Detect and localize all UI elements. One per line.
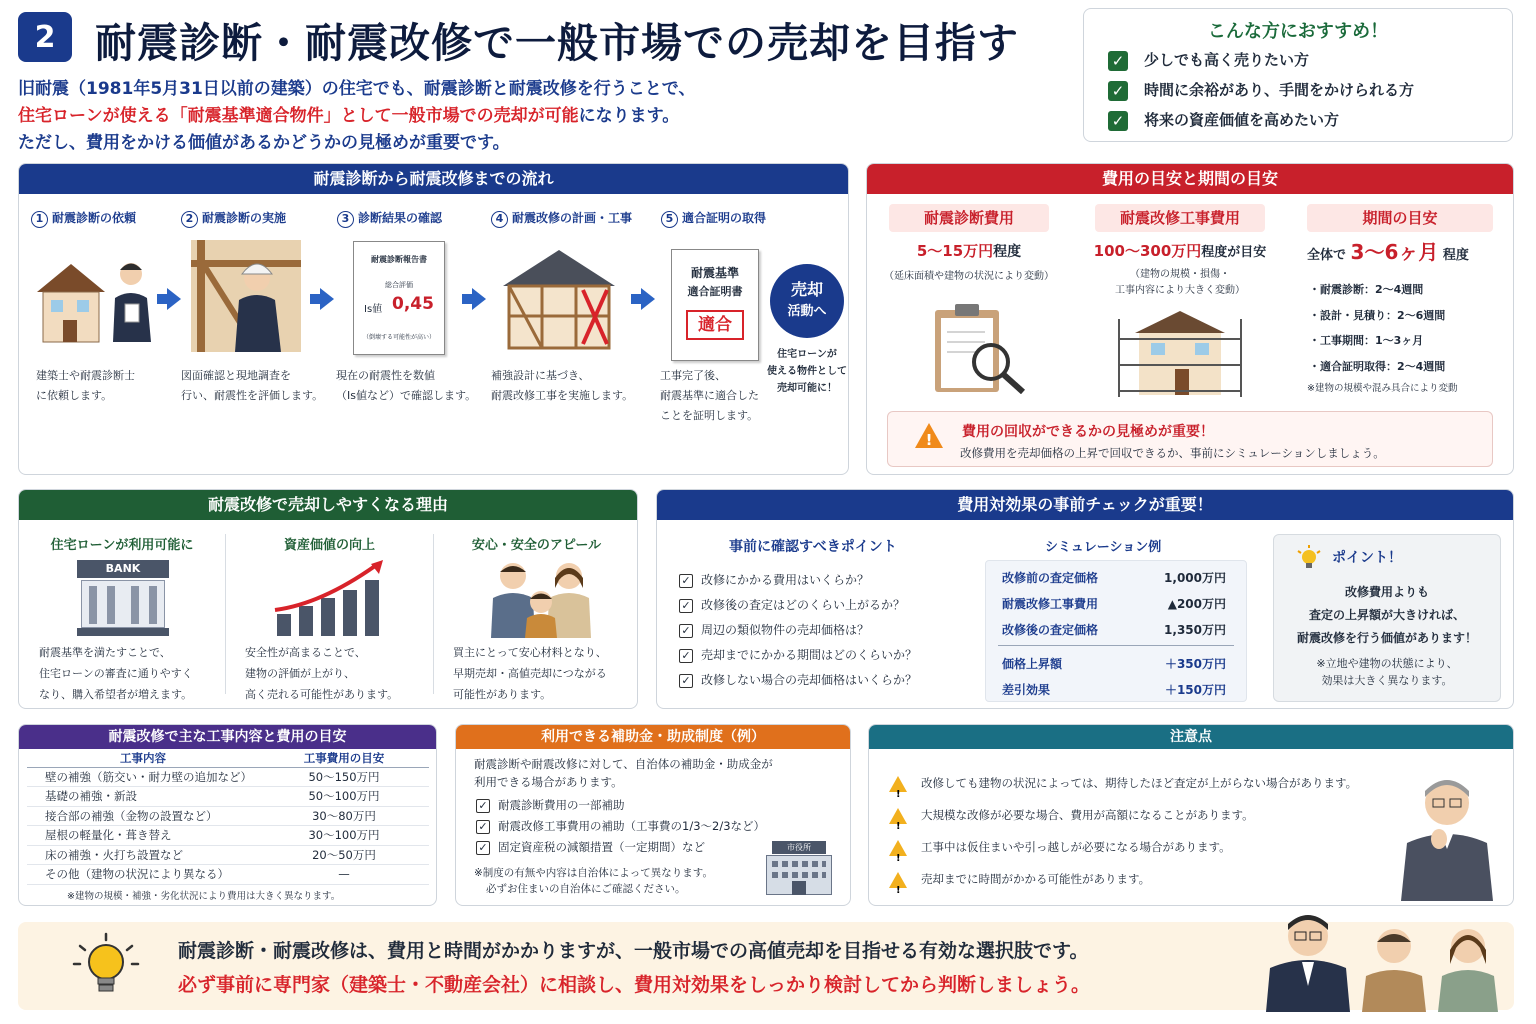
step-2-desc: 図面確認と現地調査を 行い、耐震性を評価します。: [181, 369, 324, 402]
sim-label: 差引効果: [1002, 683, 1051, 697]
certificate-line-2: 適合証明書: [687, 285, 743, 298]
intro-line-2-tail: になります。: [578, 106, 680, 126]
sim-label: 改修後の査定価格: [1002, 623, 1099, 637]
step-3-title: 3 診断結果の確認: [337, 209, 442, 228]
point-item: ✓ 改修しない場合の売却価格はいくらか？: [679, 668, 917, 693]
point-text: 改修費用よりも 査定の上昇額が大きければ、 耐震改修を行う価値があります！: [1296, 585, 1477, 645]
report-is-value: 0,45: [392, 294, 434, 314]
warning-text: 改修費用を売却価格の上昇で回収できるか、事前にシミュレーションしましょう。: [960, 446, 1385, 460]
sim-value: ＋350万円: [1164, 657, 1226, 671]
points-title: 事前に確認すべきポイント: [729, 539, 897, 555]
clipboard-magnifier-illustration: [931, 302, 1031, 394]
warning-icon: [889, 808, 907, 824]
step-1-title: 1 耐震診断の依頼: [31, 209, 136, 228]
caution-item: !改修しても建物の状況によっては、期待したほど査定が上がらない場合があります。: [889, 767, 1357, 799]
subsidy-item: ✓ 耐震改修工事費用の補助（工事費の1/3〜2/3など）: [476, 816, 765, 837]
flow-panel: [18, 163, 849, 475]
scaffold-house-illustration: [1115, 309, 1245, 397]
table-row: その他（建物の状況により異なる） —: [27, 865, 429, 885]
period-value: 全体で 3〜6ヶ月 程度: [1307, 240, 1469, 264]
reason-3-desc: 買主にとって安心材料となり、 早期売却・高値売却につながる 可能性があります。: [453, 646, 607, 701]
point-item: ✓ 改修にかかる費用はいくらか？: [679, 568, 917, 593]
house-and-agent-illustration: [29, 242, 159, 347]
diag-cost-label: 耐震診断費用: [889, 204, 1049, 232]
subsidy-item: ✓ 固定資産税の減額措置（一定期間）など: [476, 837, 765, 858]
period-items: ・耐震診断：2〜4週間 ・設計・見積り：2〜6週間 ・工事期間：1〜3ヶ月 ・適合証明取得：2〜4週間: [1309, 283, 1446, 373]
works-col-item: 工事内容: [27, 750, 259, 767]
cautions-panel-header: 注意点: [869, 725, 1513, 749]
reasons-panel-header: 耐震改修で売却しやすくなる理由: [19, 490, 637, 520]
work-cost-label: 耐震改修工事費用: [1095, 204, 1265, 232]
cost-panel: [866, 163, 1514, 475]
subsidy-note: ※制度の有無や内容は自治体によって異なります。 必ずお住まいの自治体にご確認ください。: [474, 867, 713, 895]
diag-cost-note: （延床面積や建物の状況により変動）: [884, 271, 1054, 282]
step-3-desc: 現在の耐震性を数値 （Is値など）で確認します。: [336, 369, 477, 402]
table-row: 接合部の補強（金物の設置など） 30〜80万円: [27, 806, 429, 826]
subsidy-list: [476, 795, 765, 858]
step-1-desc: 建築士や耐震診断士 に依頼します。: [36, 369, 135, 402]
warning-icon: [889, 776, 907, 792]
recommend-item: ✓ 時間に余裕があり、手間をかけられる方: [1108, 79, 1414, 101]
warning-box: [887, 411, 1493, 467]
work-cost-value: 100〜300万円程度が目安: [1093, 242, 1267, 260]
cautions-list: [889, 767, 1357, 895]
work-cost-note: （建物の規模・損傷・ 工事内容により大きく変動）: [1115, 269, 1245, 296]
intro-highlight: 住宅ローンが使える「耐震基準適合物件」として一般市場での売却が可能: [18, 106, 579, 126]
arrow-right-icon: [641, 288, 655, 310]
lightbulb-icon: [1296, 545, 1322, 571]
period-note: ※建物の規模や混み具合により変動: [1307, 383, 1458, 394]
subsidy-intro: 耐震診断や耐震改修に対して、自治体の補助金・助成金が 利用できる場合があります。: [474, 757, 773, 789]
cost-panel-header: 費用の目安と期間の目安: [867, 164, 1513, 194]
family-illustration: [485, 558, 595, 638]
reason-2-desc: 安全性が高まることで、 建物の評価が上がり、 高く売れる可能性があります。: [245, 646, 399, 701]
cost-effect-panel: [656, 489, 1514, 709]
lightbulb-icon: [68, 930, 144, 1006]
diagnosis-report: [353, 241, 445, 355]
step-4-desc: 補強設計に基づき、 耐震改修工事を実施します。: [491, 369, 634, 402]
reason-3-title: 安心・安全のアピール: [471, 538, 602, 553]
point-note: ※立地や建物の状態により、 効果は大きく異なります。: [1316, 657, 1458, 687]
arrow-right-icon: [167, 288, 181, 310]
page-title: 耐震診断・耐震改修で一般市場での売却を目指す: [95, 19, 1019, 67]
report-title: 耐震診断報告書: [371, 255, 427, 264]
sim-table: [985, 560, 1247, 702]
table-row: 床の補強・火打ち設置など 20〜50万円: [27, 845, 429, 865]
works-col-cost: 工事費用の目安: [259, 750, 429, 767]
thinking-man-illustration: [1397, 769, 1497, 901]
sim-label: 改修前の査定価格: [1002, 571, 1099, 585]
step-2-title: 2 耐震診断の実施: [181, 209, 286, 228]
step-4-title: 4 耐震改修の計画・工事: [491, 209, 632, 228]
cost-effect-panel-header: 費用対効果の事前チェックが重要！: [657, 490, 1513, 520]
svg-text:!: !: [925, 431, 933, 449]
certificate-line-1: 耐震基準: [690, 266, 739, 280]
point-item: ✓ 改修後の査定はどのくらい上がるか？: [679, 593, 917, 618]
compliance-certificate: [671, 249, 759, 361]
works-panel: [18, 724, 437, 906]
advisors-illustration: [1262, 908, 1514, 1012]
city-hall-icon: 市役所: [764, 841, 834, 897]
bank-icon: BANK: [77, 560, 169, 636]
arrow-right-icon: [472, 288, 486, 310]
warning-icon: [889, 872, 907, 888]
works-panel-header: 耐震改修で主な工事内容と費用の目安: [19, 725, 436, 749]
point-box: [1273, 534, 1501, 702]
intro-line-3: ただし、費用をかける価値があるかどうかの見極めが重要です。: [18, 133, 510, 153]
sale-note: 住宅ローンが 使える物件として 売却可能に！: [767, 349, 847, 394]
report-note: （倒壊する可能性が高い）: [362, 334, 435, 341]
certificate-stamp: 適合: [686, 310, 744, 340]
step-5-desc: 工事完了後、 耐震基準に適合した ことを証明します。: [660, 369, 759, 422]
subsidy-panel-header: 利用できる補助金・助成制度（例）: [456, 725, 850, 749]
check-icon: ✓: [1108, 111, 1128, 131]
warning-icon: [889, 840, 907, 856]
sale-activity-circle: 売却 活動へ: [770, 264, 844, 338]
warning-icon: [914, 422, 944, 449]
table-row: 基礎の補強・新設 50〜100万円: [27, 787, 429, 807]
subsidy-item: ✓ 耐震診断費用の一部補助: [476, 795, 765, 816]
point-title: ポイント！: [1332, 550, 1402, 566]
report-subtitle: 総合評価: [385, 281, 413, 289]
check-icon: ✓: [1108, 51, 1128, 71]
subsidy-panel: [455, 724, 851, 906]
points-list: [679, 568, 917, 693]
intro-line-1: 旧耐震（1981年5月31日以前の建築）の住宅でも、耐震診断と耐震改修を行うことで、: [18, 79, 696, 99]
intro-line-2: [18, 101, 679, 126]
report-is-label: Is値: [364, 304, 383, 315]
flow-panel-header: 耐震診断から耐震改修までの流れ: [19, 164, 848, 194]
house-frame-illustration: [497, 246, 621, 350]
check-icon: ✓: [1108, 81, 1128, 101]
reason-1-desc: 耐震基準を満たすことで、 住宅ローンの審査に通りやすく なり、購入希望者が増えます。: [39, 646, 193, 701]
arrow-right-icon: [320, 288, 334, 310]
footer-line-2: 必ず事前に専門家（建築士・不動産会社）に相談し、費用対効果をしっかり検討してから判断しましょう。: [178, 974, 1091, 996]
reason-2-title: 資産価値の向上: [283, 538, 375, 553]
reasons-panel: [18, 489, 638, 709]
caution-item: !大規模な改修が必要な場合、費用が高額になることがあります。: [889, 799, 1357, 831]
sim-label: 耐震改修工事費用: [1002, 597, 1099, 611]
growth-chart-icon: [271, 558, 387, 638]
point-item: ✓ 周辺の類似物件の売却価格は？: [679, 618, 917, 643]
caution-item: !売却までに時間がかかる可能性があります。: [889, 863, 1357, 895]
sim-title: シミュレーション例: [1045, 540, 1162, 555]
inspector-illustration: [191, 240, 301, 352]
sim-label: 価格上昇額: [1002, 657, 1063, 671]
sim-value: ▲200万円: [1167, 597, 1226, 611]
reason-1-title: 住宅ローンが利用可能に: [50, 538, 194, 553]
works-note: ※建物の規模・補強・劣化状況により費用は大きく異なります。: [67, 891, 341, 902]
recommend-box: [1083, 8, 1513, 142]
period-label: 期間の目安: [1307, 204, 1493, 232]
caution-item: !工事中は仮住まいや引っ越しが必要になる場合があります。: [889, 831, 1357, 863]
recommend-item: ✓ 少しでも高く売りたい方: [1108, 49, 1309, 71]
sim-value: ＋150万円: [1164, 683, 1226, 697]
recommend-item: ✓ 将来の資産価値を高めたい方: [1108, 109, 1339, 131]
warning-title: 費用の回収ができるかの見極めが重要！: [962, 424, 1214, 440]
table-row: 屋根の軽量化・葺き替え 30〜100万円: [27, 826, 429, 846]
sim-value: 1,350万円: [1164, 623, 1226, 637]
section-number-badge: 2: [18, 12, 72, 62]
step-5-title: 5 適合証明の取得: [661, 209, 766, 228]
recommend-title: こんな方におすすめ！: [1207, 21, 1389, 42]
table-row: 壁の補強（筋交い・耐力壁の追加など） 50〜150万円: [27, 767, 429, 787]
cautions-panel: [868, 724, 1514, 906]
footer-line-1: 耐震診断・耐震改修は、費用と時間がかかりますが、一般市場での高値売却を目指せる有効な選択肢です。: [178, 940, 1089, 962]
sim-value: 1,000万円: [1164, 571, 1226, 585]
point-item: ✓ 売却までにかかる期間はどのくらいか？: [679, 643, 917, 668]
works-table: [27, 750, 429, 885]
diag-cost-value: 5〜15万円程度: [916, 242, 1022, 260]
